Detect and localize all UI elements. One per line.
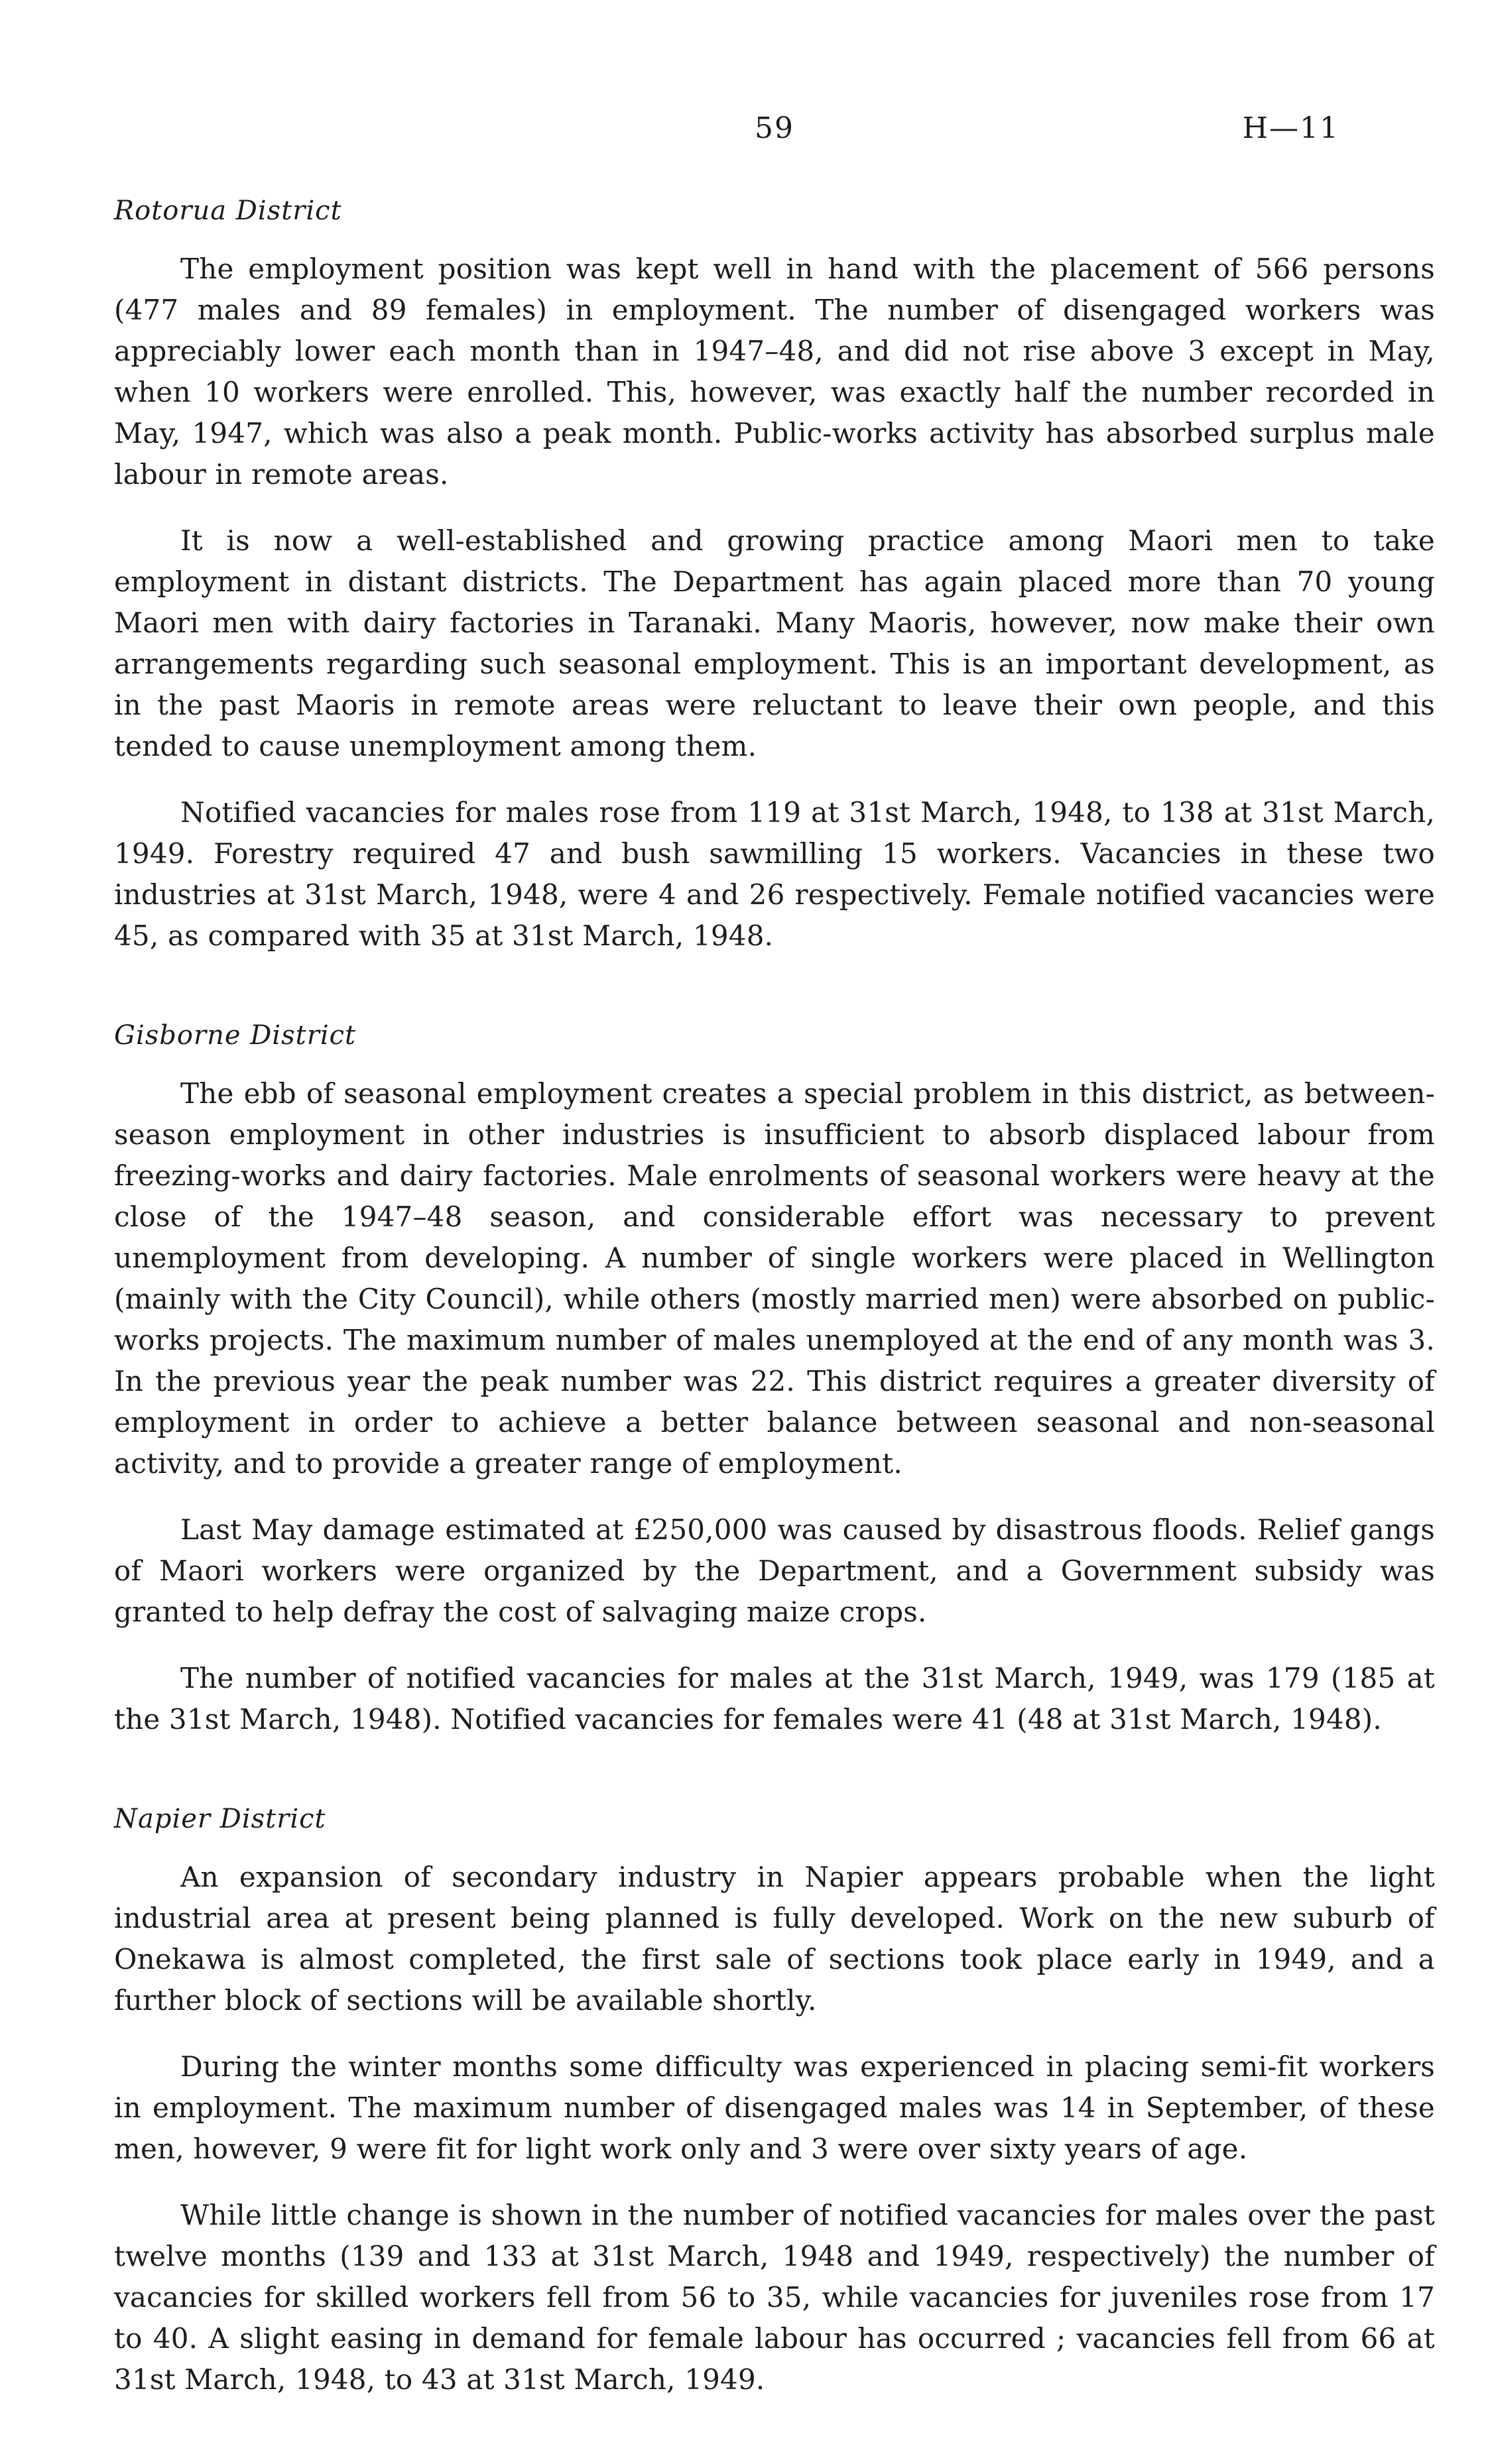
section-napier-district [114,1804,1435,2400]
section-gisborne-district [114,1020,1435,1740]
paragraph: Last May damage estimated at £250,000 was caused by disastrous floods. Relief gangs of Maori workers were organized by the Department, and a Government subsidy was granted to help defray the cost of salvaging maize crops. [114,1513,1435,1628]
paragraph: Notified vacancies for males rose from 119 at 31st March, 1948, to 138 at 31st March, 1949. Forestry required 47 and bush sawmilling 15 workers. Vacancies in these two industries at 31st March, 1948, were 4 and 26 respectively. Female notified vacancies were 45, as compared with 35 at 31st March, 1948. [114,796,1435,952]
section-heading: Gisborne District [114,1020,357,1051]
paragraph: During the winter months some difficulty was experienced in placing semi-fit workers in employment. The maximum number of disengaged males was 14 in September, of these men, however, 9 were fit for light work only and 3 were over sixty years of age. [114,2050,1435,2165]
paragraph: While little change is shown in the number of notified vacancies for males over the past twelve months (139 and 133 at 31st March, 1948 and 1949, respectively) the number of vacancies for skilled workers fell from 56 to 35, while vacancies for juveniles rose from 17 to 40. A slight easing in demand for female labour has occurred ; vacancies fell from 66 at 31st March, 1948, to 43 at 31st March, 1949. [114,2199,1435,2396]
section-heading: Rotorua District [114,196,342,226]
section-heading: Napier District [114,1804,326,1834]
paragraph: The employment position was kept well in hand with the placement of 566 persons (477 males and 89 females) in employment. The number of disengaged workers was appreciably lower each month than in 1947–48, and did not rise above 3 except in May, when 10 workers were enrolled. This, however, was exactly half the number recorded in May, 1947, which was also a peak month. Public-works activity has absorbed surplus male labour in remote areas. [114,253,1435,491]
paragraph: An expansion of secondary industry in Napier appears probable when the light industrial area at present being planned is fully developed. Work on the new suburb of Onekawa is almost completed, the first sale of sections took place early in 1949, and a further block of sections will be available shortly. [114,1861,1435,2017]
page-header [0,111,1488,158]
paragraph: It is now a well-established and growing practice among Maori men to take employment in distant districts. The Department has again placed more than 70 young Maori men with dairy factories in Taranaki. Many Maoris, however, now make their own arrangements regarding such seasonal employment. This is an important development, as in the past Maoris in remote areas were reluctant to leave their own people, and this tended to cause unemployment among them. [114,524,1435,762]
paragraph: The ebb of seasonal employment creates a special problem in this district, as between-season employment in other industries is insufficient to absorb displaced labour from freezing-works and dairy factories. Male enrolments of seasonal workers were heavy at the close of the 1947–48 season, and considerable effort was necessary to prevent unemployment from developing. A number of single workers were placed in Wellington (mainly with the City Council), while others (mostly married men) were absorbed on public-works projects. The maximum number of males unemployed at the end of any month was 3. In the previous year the peak number was 22. This district requires a greater diversity of employment in order to achieve a better balance between seasonal and non-seasonal activity, and to provide a greater range of employment. [114,1077,1435,1480]
document-reference: H—11 [1242,111,1339,145]
page-body [114,196,1435,2464]
section-rotorua-district [114,196,1435,957]
page-number: 59 [755,111,794,145]
paragraph: The number of notified vacancies for males at the 31st March, 1949, was 179 (185 at the 31st March, 1948). Notified vacancies for females were 41 (48 at 31st March, 1948). [114,1662,1435,1735]
